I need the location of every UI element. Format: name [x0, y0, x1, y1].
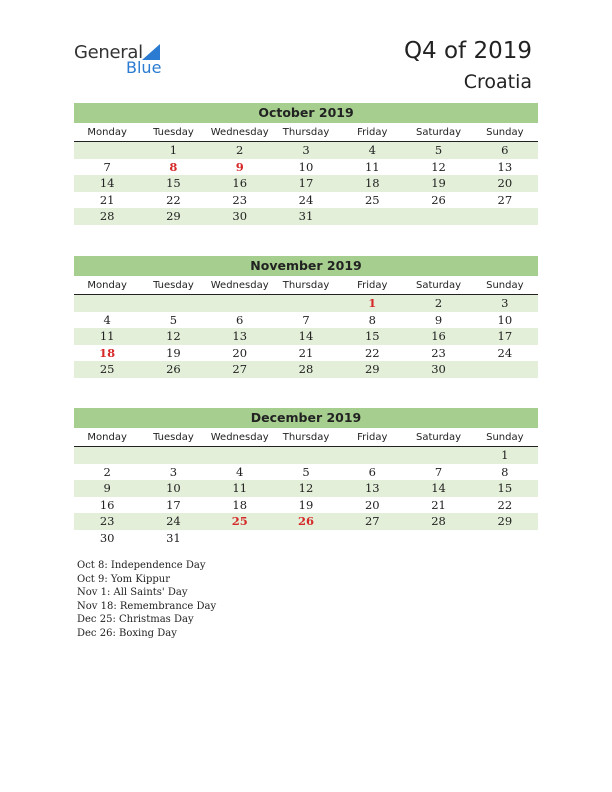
weekday-label: Friday: [357, 432, 388, 443]
day-cell: 22: [364, 345, 380, 360]
holiday-note: Dec 25: Christmas Day: [77, 614, 194, 625]
day-cell: 5: [302, 464, 310, 479]
day-cell: 2: [434, 296, 443, 310]
week-row: [74, 361, 538, 378]
day-cell: [472, 361, 538, 378]
day-cell: 6: [501, 143, 509, 157]
logo: [74, 42, 174, 78]
day-cell: 11: [232, 481, 248, 495]
day-cell: [207, 530, 273, 547]
day-cell: 10: [497, 312, 513, 327]
weekday-label: Tuesday: [153, 280, 194, 291]
holiday-note: Oct 9: Yom Kippur: [77, 573, 171, 585]
week-row: [74, 175, 538, 192]
day-cell: 28: [99, 209, 115, 223]
day-cell: 28: [431, 514, 446, 528]
weekday-label: Tuesday: [153, 432, 194, 443]
week-row: [74, 530, 538, 547]
week-row: [74, 464, 538, 481]
day-cell: [339, 530, 405, 547]
day-cell: 15: [166, 176, 181, 190]
day-cell: 27: [364, 514, 380, 528]
day-cell: [273, 447, 339, 464]
holiday-note: Nov 18: Remembrance Day: [77, 600, 217, 612]
day-cell: [339, 208, 405, 225]
day-cell: 9: [434, 312, 443, 327]
day-cell: 15: [364, 329, 380, 343]
day-cell: 31: [166, 530, 181, 545]
day-cell: 5: [434, 143, 443, 157]
holiday-day-cell: 9: [235, 159, 244, 174]
day-cell: 20: [497, 176, 513, 190]
day-cell: 28: [298, 362, 314, 376]
week-row: [74, 159, 538, 176]
holiday-day-cell: 25: [231, 514, 248, 528]
day-cell: 10: [298, 159, 314, 174]
day-cell: [140, 295, 206, 312]
day-cell: 24: [497, 345, 513, 360]
day-cell: 7: [103, 159, 111, 174]
day-cell: 17: [298, 176, 314, 190]
week-row: [74, 328, 538, 345]
day-cell: 9: [103, 481, 111, 495]
day-cell: 13: [497, 159, 513, 174]
week-row: [74, 513, 538, 530]
day-cell: 25: [99, 362, 115, 376]
weekday-label: Friday: [357, 280, 388, 291]
day-cell: [74, 295, 140, 312]
holiday-note: Nov 1: All Saints' Day: [77, 587, 188, 598]
day-cell: [140, 447, 206, 464]
day-cell: 21: [298, 345, 314, 360]
day-cell: 26: [166, 362, 181, 376]
day-cell: 11: [364, 159, 380, 174]
day-cell: 30: [99, 530, 115, 545]
day-cell: 18: [232, 497, 248, 512]
day-cell: 11: [99, 329, 115, 343]
weekday-label: Thursday: [282, 127, 330, 138]
day-cell: 3: [169, 464, 178, 479]
weekday-label: Saturday: [416, 127, 462, 138]
day-cell: 23: [99, 514, 115, 528]
day-cell: 19: [431, 176, 446, 190]
day-cell: 29: [166, 209, 181, 223]
day-cell: 23: [232, 192, 248, 207]
weekday-label: Wednesday: [210, 280, 269, 291]
page-title: Q4 of 2019: [403, 38, 532, 64]
weekday-label: Sunday: [486, 127, 524, 138]
holiday-day-cell: 18: [99, 345, 116, 360]
day-cell: 21: [431, 497, 446, 512]
weekday-label: Monday: [87, 280, 127, 291]
week-row: [74, 480, 538, 497]
day-cell: 27: [497, 192, 513, 207]
day-cell: [273, 530, 339, 547]
day-cell: 14: [99, 176, 115, 190]
day-cell: [472, 530, 538, 547]
month-october: [74, 103, 538, 225]
day-cell: 13: [364, 481, 380, 495]
week-row: [74, 345, 538, 362]
week-row: [74, 447, 538, 464]
holiday-notes: [77, 559, 216, 640]
holiday-note: Dec 26: Boxing Day: [77, 627, 177, 639]
day-cell: 19: [298, 497, 314, 512]
day-cell: 18: [364, 176, 380, 190]
country-name: Croatia: [463, 71, 532, 93]
day-cell: 26: [431, 192, 446, 207]
month-november: [74, 256, 538, 378]
weekday-header-row: [74, 123, 538, 142]
weekday-label: Wednesday: [210, 127, 269, 138]
day-cell: [405, 530, 471, 547]
weekday-label: Wednesday: [210, 432, 269, 443]
day-cell: [207, 447, 273, 464]
day-cell: 16: [232, 176, 248, 190]
day-cell: 21: [99, 192, 115, 207]
month-title: October 2019: [74, 103, 538, 123]
week-row: [74, 295, 538, 312]
day-cell: 12: [298, 481, 314, 495]
day-cell: 25: [364, 192, 380, 207]
day-cell: 20: [364, 497, 380, 512]
day-cell: 3: [302, 143, 310, 157]
weekday-label: Monday: [87, 432, 127, 443]
holiday-note: Oct 8: Independence Day: [77, 560, 206, 571]
day-cell: 16: [431, 329, 446, 343]
day-cell: 27: [232, 362, 248, 376]
holiday-day-cell: 26: [297, 514, 314, 528]
day-cell: 15: [497, 481, 513, 495]
month-title: December 2019: [74, 408, 538, 428]
day-cell: 22: [166, 192, 181, 207]
weekday-label: Saturday: [416, 432, 462, 443]
day-cell: 8: [501, 464, 509, 479]
day-cell: 24: [298, 192, 314, 207]
logo-word-general: General: [74, 42, 143, 63]
day-cell: 5: [169, 312, 178, 327]
weekday-header-row: [74, 276, 538, 295]
weekday-label: Friday: [357, 127, 388, 138]
day-cell: 4: [103, 312, 111, 327]
day-cell: 2: [103, 464, 111, 479]
day-cell: 10: [166, 481, 181, 495]
weekday-label: Tuesday: [153, 127, 194, 138]
day-cell: [405, 447, 471, 464]
day-cell: 29: [364, 362, 380, 376]
day-cell: 24: [166, 514, 181, 528]
day-cell: 16: [99, 497, 115, 512]
day-cell: 17: [166, 497, 181, 512]
day-cell: 19: [166, 345, 181, 360]
day-cell: 7: [302, 312, 310, 327]
weekday-label: Thursday: [282, 280, 330, 291]
day-cell: 8: [368, 312, 376, 327]
day-cell: [207, 295, 273, 312]
day-cell: [405, 208, 471, 225]
day-cell: 12: [431, 159, 446, 174]
day-cell: 2: [236, 143, 244, 157]
day-cell: 1: [169, 143, 178, 157]
week-row: [74, 312, 538, 329]
day-cell: 30: [431, 362, 446, 376]
day-cell: 7: [434, 464, 443, 479]
week-row: [74, 208, 538, 225]
day-cell: [472, 208, 538, 225]
day-cell: 23: [431, 345, 446, 360]
day-cell: 20: [232, 345, 248, 360]
day-cell: 13: [232, 329, 248, 343]
weekday-label: Thursday: [282, 432, 330, 443]
week-row: [74, 192, 538, 209]
weekday-label: Sunday: [486, 432, 524, 443]
day-cell: 14: [431, 481, 446, 495]
day-cell: [273, 295, 339, 312]
day-cell: 22: [497, 497, 513, 512]
day-cell: 17: [497, 329, 513, 343]
day-cell: 29: [497, 514, 513, 528]
day-cell: 4: [236, 464, 244, 479]
day-cell: 3: [501, 296, 509, 310]
day-cell: [74, 142, 140, 159]
weekday-header-row: [74, 428, 538, 447]
weekday-label: Saturday: [416, 280, 462, 291]
day-cell: 6: [236, 312, 244, 327]
week-row: [74, 497, 538, 514]
holiday-day-cell: 1: [368, 296, 377, 310]
day-cell: 14: [298, 329, 314, 343]
day-cell: 6: [368, 464, 376, 479]
day-cell: 12: [166, 329, 181, 343]
week-row: [74, 142, 538, 159]
month-title: November 2019: [74, 256, 538, 276]
day-cell: [339, 447, 405, 464]
day-cell: 1: [501, 448, 509, 462]
day-cell: 31: [298, 209, 314, 223]
holiday-day-cell: 8: [169, 159, 178, 174]
weekday-label: Monday: [87, 127, 127, 138]
day-cell: [74, 447, 140, 464]
weekday-label: Sunday: [486, 280, 524, 291]
logo-word-blue: Blue: [126, 58, 162, 77]
day-cell: 30: [232, 209, 248, 223]
day-cell: 4: [368, 143, 376, 157]
month-december: [74, 408, 538, 546]
